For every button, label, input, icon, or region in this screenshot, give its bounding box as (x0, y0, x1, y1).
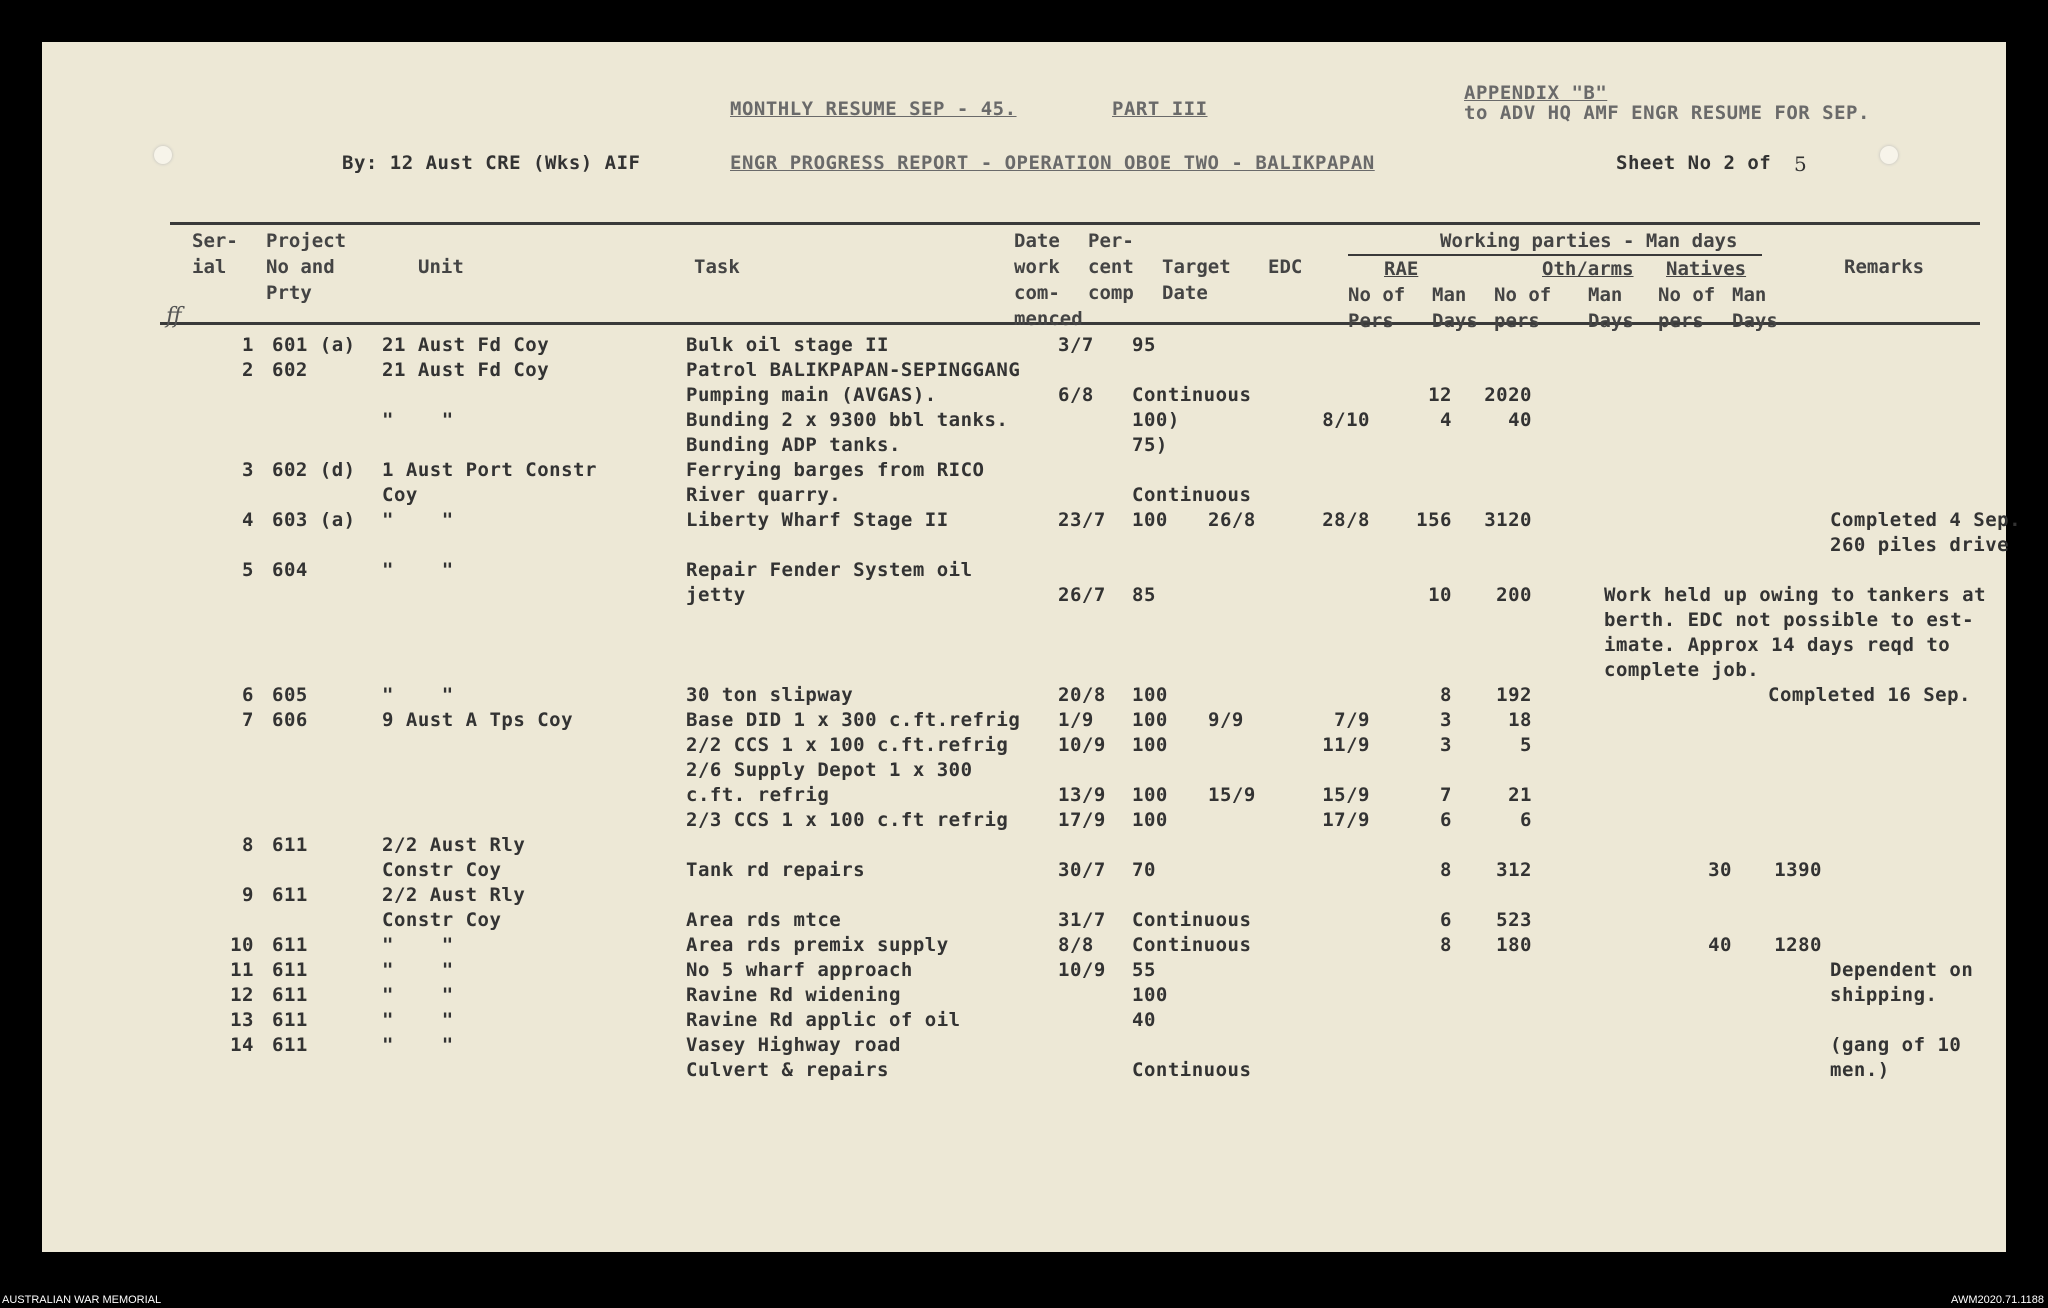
cell-serial: 4 (242, 509, 254, 531)
cell-rae-days: 523 (1496, 909, 1532, 931)
cell-nat-days: 1390 (1774, 859, 1822, 881)
cell-pct: 100) (1132, 409, 1180, 431)
cell-unit: " " (382, 559, 454, 581)
oth-arms-header: Oth/arms (1542, 258, 1634, 280)
cell-project: 604 (272, 559, 308, 581)
cell-task: Tank rd repairs (686, 859, 866, 881)
cell-serial: 3 (242, 459, 254, 481)
cell-task: Base DID 1 x 300 c.ft.refrig (686, 709, 1021, 731)
cell-rae-days: 5 (1520, 734, 1532, 756)
cell-pct: 100 (1132, 509, 1168, 531)
cell-date: 8/8 (1058, 934, 1094, 956)
cell-unit: 2/2 Aust Rly (382, 884, 526, 906)
cell-rae-days: 6 (1520, 809, 1532, 831)
handwritten-mark: ff (166, 304, 182, 329)
table-top-rule (170, 222, 1980, 225)
cell-serial: 8 (242, 834, 254, 856)
cell-task: Pumping main (AVGAS). (686, 384, 937, 406)
cell-serial: 12 (230, 984, 254, 1006)
cell-pct: 70 (1132, 859, 1156, 881)
sheet-total: 5 (1794, 152, 1807, 176)
cell-rae-days: 192 (1496, 684, 1532, 706)
cell-remarks: Completed 4 Sep. (1830, 509, 2022, 531)
cell-unit: 21 Aust Fd Coy (382, 359, 550, 381)
col-unit-header: Unit (418, 256, 464, 278)
cell-remarks-wide: complete job. (1604, 659, 1760, 681)
cell-serial: 9 (242, 884, 254, 906)
cell-task: Area rds mtce (686, 909, 842, 931)
cell-task: Bunding 2 x 9300 bbl tanks. (686, 409, 1009, 431)
cell-pct: 85 (1132, 584, 1156, 606)
cell-unit: Constr Coy (382, 859, 502, 881)
cell-rae-pers: 7 (1440, 784, 1452, 806)
cell-pct: Continuous (1132, 484, 1252, 506)
cell-serial: 11 (230, 959, 254, 981)
cell-serial: 10 (230, 934, 254, 956)
cell-date: 3/7 (1058, 334, 1094, 356)
cell-edc: 28/8 (1322, 509, 1370, 531)
cell-edc: 7/9 (1334, 709, 1370, 731)
oth-no-pers-header: No of pers (1494, 284, 1552, 332)
cell-rae-days: 2020 (1484, 384, 1532, 406)
col-date-header: Date work com- menced (1014, 230, 1083, 330)
cell-date: 31/7 (1058, 909, 1106, 931)
cell-serial: 14 (230, 1034, 254, 1056)
cell-date: 17/9 (1058, 809, 1106, 831)
cell-project: 611 (272, 934, 308, 956)
cell-rae-pers: 4 (1440, 409, 1452, 431)
cell-rae-pers: 3 (1440, 709, 1452, 731)
rae-header: RAE (1384, 258, 1419, 280)
cell-task: Bunding ADP tanks. (686, 434, 901, 456)
cell-pct: 100 (1132, 984, 1168, 1006)
punch-hole (1880, 146, 1898, 164)
cell-unit: " " (382, 934, 454, 956)
cell-nat-pers: 40 (1708, 934, 1732, 956)
cell-task: c.ft. refrig (686, 784, 830, 806)
sheet-number: Sheet No 2 of (1616, 152, 1772, 174)
cell-pct: Continuous (1132, 1059, 1252, 1081)
cell-remarks: shipping. (1830, 984, 1938, 1006)
cell-unit: " " (382, 984, 454, 1006)
cell-target: 15/9 (1208, 784, 1256, 806)
cell-date: 30/7 (1058, 859, 1106, 881)
cell-rae-pers: 10 (1428, 584, 1452, 606)
cell-rae-pers: 6 (1440, 909, 1452, 931)
cell-rae-days: 3120 (1484, 509, 1532, 531)
cell-project: 611 (272, 1009, 308, 1031)
col-serial-header: Ser- ial (192, 230, 238, 278)
cell-serial: 1 (242, 334, 254, 356)
document-title: MONTHLY RESUME SEP - 45. (730, 98, 1017, 120)
cell-nat-pers: 30 (1708, 859, 1732, 881)
footer-left: AUSTRALIAN WAR MEMORIAL (2, 1294, 162, 1306)
nat-man-days-header: Man Days (1732, 284, 1778, 332)
cell-task: Liberty Wharf Stage II (686, 509, 949, 531)
cell-pct: 100 (1132, 684, 1168, 706)
cell-date: 10/9 (1058, 959, 1106, 981)
cell-project: 603 (a) (272, 509, 356, 531)
cell-project: 602 (272, 359, 308, 381)
cell-task: Patrol BALIKPAPAN-SEPINGGANG (686, 359, 1021, 381)
cell-rae-pers: 6 (1440, 809, 1452, 831)
cell-serial: 7 (242, 709, 254, 731)
cell-edc: 8/10 (1322, 409, 1370, 431)
cell-task: Area rds premix supply (686, 934, 949, 956)
cell-task: Ravine Rd applic of oil (686, 1009, 961, 1031)
cell-task: 2/3 CCS 1 x 100 c.ft refrig (686, 809, 1009, 831)
cell-rae-days: 21 (1508, 784, 1532, 806)
cell-remarks-mid: Completed 16 Sep. (1768, 684, 1971, 706)
cell-rae-days: 180 (1496, 934, 1532, 956)
cell-date: 10/9 (1058, 734, 1106, 756)
cell-rae-pers: 156 (1416, 509, 1452, 531)
cell-task: 2/6 Supply Depot 1 x 300 (686, 759, 973, 781)
working-parties-header: Working parties - Man days (1440, 230, 1738, 252)
cell-project: 611 (272, 959, 308, 981)
cell-unit: " " (382, 684, 454, 706)
appendix-label: APPENDIX "B" (1464, 82, 1608, 104)
cell-unit: 21 Aust Fd Coy (382, 334, 550, 356)
cell-unit: " " (382, 509, 454, 531)
appendix-to: to ADV HQ AMF ENGR RESUME FOR SEP. (1464, 102, 1870, 124)
cell-task: Vasey Highway road (686, 1034, 901, 1056)
cell-unit: " " (382, 1009, 454, 1031)
cell-target: 9/9 (1208, 709, 1244, 731)
cell-task: 2/2 CCS 1 x 100 c.ft.refrig (686, 734, 1009, 756)
cell-pct: Continuous (1132, 384, 1252, 406)
cell-date: 23/7 (1058, 509, 1106, 531)
cell-pct: 55 (1132, 959, 1156, 981)
cell-unit: " " (382, 409, 454, 431)
cell-remarks: (gang of 10 (1830, 1034, 1962, 1056)
cell-remarks: Dependent on (1830, 959, 1974, 981)
cell-edc: 11/9 (1322, 734, 1370, 756)
cell-task: Ferrying barges from RICO (686, 459, 985, 481)
rae-no-pers-header: No of Pers (1348, 284, 1406, 332)
cell-project: 601 (a) (272, 334, 356, 356)
cell-edc: 17/9 (1322, 809, 1370, 831)
col-project-header: Project No and Prty (266, 230, 347, 304)
cell-rae-days: 18 (1508, 709, 1532, 731)
cell-task: Bulk oil stage II (686, 334, 889, 356)
cell-remarks-wide: imate. Approx 14 days reqd to (1604, 634, 1951, 656)
cell-pct: Continuous (1132, 934, 1252, 956)
cell-date: 20/8 (1058, 684, 1106, 706)
document-part: PART III (1112, 98, 1208, 120)
col-target-header: Target Date (1162, 256, 1231, 304)
oth-man-days-header: Man Days (1588, 284, 1634, 332)
cell-project: 611 (272, 984, 308, 1006)
report-by: By: 12 Aust CRE (Wks) AIF (342, 152, 641, 174)
cell-serial: 6 (242, 684, 254, 706)
cell-unit: 2/2 Aust Rly (382, 834, 526, 856)
cell-rae-pers: 12 (1428, 384, 1452, 406)
cell-unit: " " (382, 1034, 454, 1056)
nat-no-pers-header: No of pers (1658, 284, 1716, 332)
cell-pct: 100 (1132, 809, 1168, 831)
cell-serial: 13 (230, 1009, 254, 1031)
cell-project: 611 (272, 1034, 308, 1056)
cell-project: 605 (272, 684, 308, 706)
cell-rae-days: 200 (1496, 584, 1532, 606)
cell-project: 611 (272, 834, 308, 856)
cell-unit: " " (382, 959, 454, 981)
natives-header: Natives (1666, 258, 1747, 280)
cell-task: Culvert & repairs (686, 1059, 889, 1081)
cell-remarks-wide: Work held up owing to tankers at (1604, 584, 1987, 606)
cell-date: 6/8 (1058, 384, 1094, 406)
cell-task: River quarry. (686, 484, 842, 506)
cell-unit: Constr Coy (382, 909, 502, 931)
cell-nat-days: 1280 (1774, 934, 1822, 956)
cell-unit: 9 Aust A Tps Coy (382, 709, 574, 731)
cell-rae-pers: 8 (1440, 684, 1452, 706)
cell-serial: 2 (242, 359, 254, 381)
cell-pct: 100 (1132, 784, 1168, 806)
cell-task: Repair Fender System oil (686, 559, 973, 581)
cell-pct: 100 (1132, 734, 1168, 756)
cell-unit: 1 Aust Port Constr (382, 459, 597, 481)
rae-man-days-header: Man Days (1432, 284, 1478, 332)
cell-pct: 75) (1132, 434, 1168, 456)
cell-task: Ravine Rd widening (686, 984, 901, 1006)
punch-hole (154, 146, 172, 164)
cell-task: jetty (686, 584, 746, 606)
cell-pct: 100 (1132, 709, 1168, 731)
report-title: ENGR PROGRESS REPORT - OPERATION OBOE TWO - BALIKPAPAN (730, 152, 1375, 174)
cell-edc: 15/9 (1322, 784, 1370, 806)
cell-rae-days: 40 (1508, 409, 1532, 431)
cell-remarks: men.) (1830, 1059, 1890, 1081)
cell-task: 30 ton slipway (686, 684, 854, 706)
cell-date: 13/9 (1058, 784, 1106, 806)
cell-rae-days: 312 (1496, 859, 1532, 881)
cell-remarks-wide: berth. EDC not possible to est- (1604, 609, 1975, 631)
cell-project: 606 (272, 709, 308, 731)
cell-remarks: 260 piles drive (1830, 534, 2010, 556)
cell-rae-pers: 3 (1440, 734, 1452, 756)
col-remarks-header: Remarks (1844, 256, 1925, 278)
cell-pct: 95 (1132, 334, 1156, 356)
cell-date: 26/7 (1058, 584, 1106, 606)
cell-project: 602 (d) (272, 459, 356, 481)
cell-project: 611 (272, 884, 308, 906)
document-page (42, 42, 2022, 1252)
cell-unit: Coy (382, 484, 418, 506)
cell-pct: 40 (1132, 1009, 1156, 1031)
cell-serial: 5 (242, 559, 254, 581)
footer-right: AWM2020.71.1188 (1951, 1294, 2044, 1306)
col-edc-header: EDC (1268, 256, 1303, 278)
cell-rae-pers: 8 (1440, 934, 1452, 956)
col-percent-header: Per- cent comp (1088, 230, 1134, 304)
cell-date: 1/9 (1058, 709, 1094, 731)
cell-task: No 5 wharf approach (686, 959, 913, 981)
col-task-header: Task (694, 256, 740, 278)
cell-target: 26/8 (1208, 509, 1256, 531)
cell-pct: Continuous (1132, 909, 1252, 931)
cell-rae-pers: 8 (1440, 859, 1452, 881)
